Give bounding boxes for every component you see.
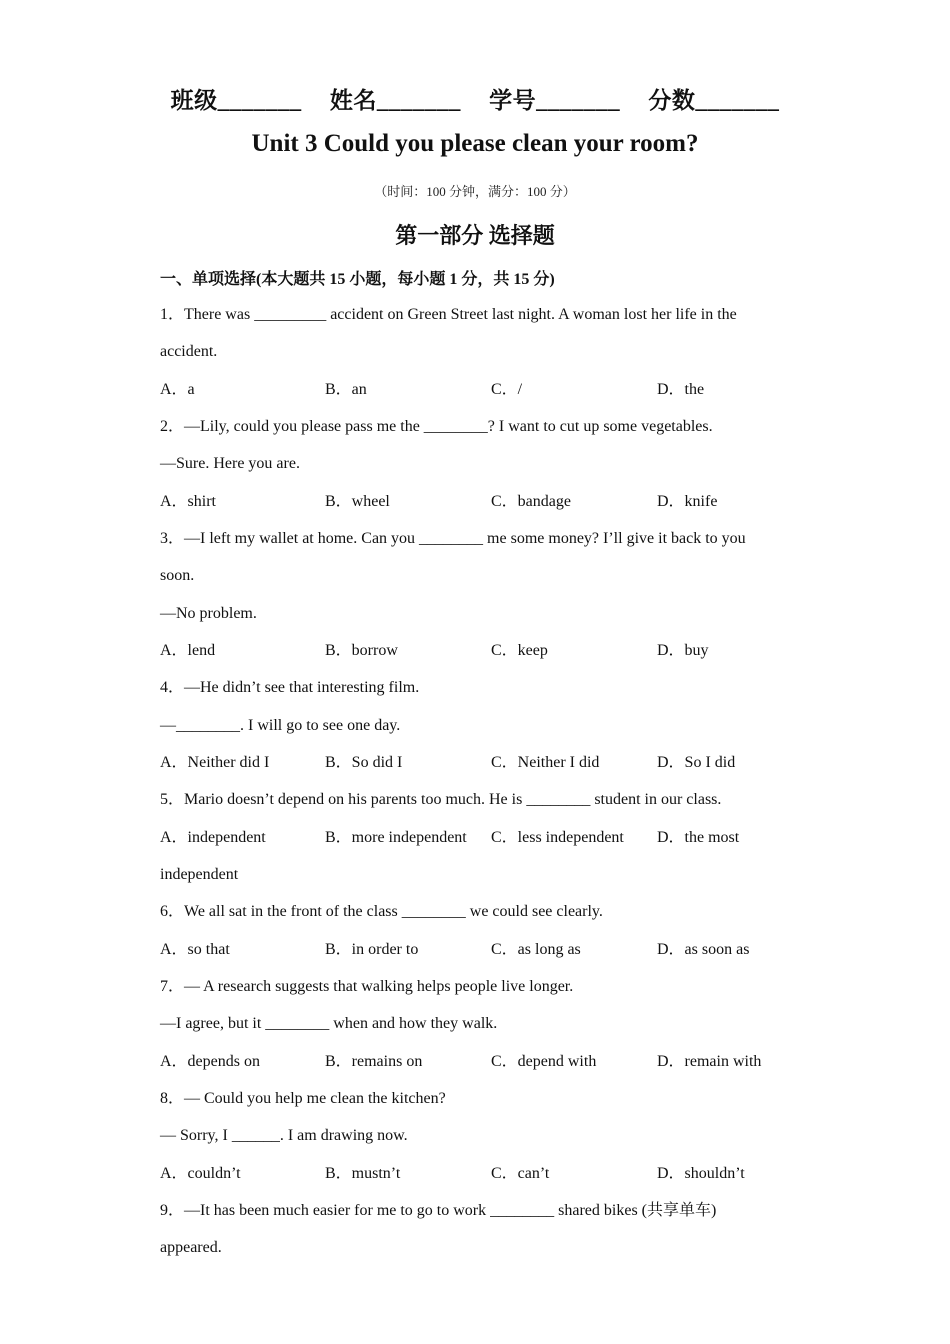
question-2-option-a[interactable]: A．shirt xyxy=(160,493,217,510)
question-9-line-1: 9．—It has been much easier for me to go to work ________ shared bikes (共享单车) xyxy=(160,1202,717,1219)
question-1-option-b[interactable]: B．an xyxy=(325,381,367,398)
question-2-line-2: —Sure. Here you are. xyxy=(160,455,300,472)
question-8-option-c[interactable]: C．can’t xyxy=(491,1165,550,1182)
question-4-option-d[interactable]: D．So I did xyxy=(657,754,736,771)
question-3-option-b[interactable]: B．borrow xyxy=(325,642,398,659)
question-3-option-a[interactable]: A．lend xyxy=(160,642,216,659)
question-7-option-b[interactable]: B．remains on xyxy=(325,1053,423,1070)
question-2-line-1: 2．—Lily, could you please pass me the ________? I want to cut up some vegetables. xyxy=(160,418,713,435)
question-5-option-d-continuation: independent xyxy=(160,866,239,883)
class-field: 班级_______ xyxy=(170,88,302,113)
question-6-line-1: 6．We all sat in the front of the class ________ we could see clearly. xyxy=(160,903,603,920)
question-8-line-2: — Sorry, I ______. I am drawing now. xyxy=(160,1127,408,1144)
question-6-option-d[interactable]: D．as soon as xyxy=(657,941,750,958)
question-4-option-c[interactable]: C．Neither I did xyxy=(491,754,600,771)
question-4-line-1: 4．—He didn’t see that interesting film. xyxy=(160,679,420,696)
question-8-option-a[interactable]: A．couldn’t xyxy=(160,1165,241,1182)
question-6-option-b[interactable]: B．in order to xyxy=(325,941,419,958)
question-3-option-c[interactable]: C．keep xyxy=(491,642,548,659)
question-5-option-a[interactable]: A．independent xyxy=(160,829,266,846)
question-7-option-a[interactable]: A．depends on xyxy=(160,1053,260,1070)
name-field: 姓名_______ xyxy=(329,88,461,113)
question-8-option-b[interactable]: B．mustn’t xyxy=(325,1165,401,1182)
question-3-option-d[interactable]: D．buy xyxy=(657,642,709,659)
question-1-option-d[interactable]: D．the xyxy=(657,381,705,398)
section-title: 一、单项选择(本大题共 15 小题，每小题 1 分，共 15 分) xyxy=(160,271,555,288)
student-info-header xyxy=(0,82,950,115)
question-2-option-b[interactable]: B．wheel xyxy=(325,493,390,510)
question-8-option-d[interactable]: D．shouldn’t xyxy=(657,1165,745,1182)
question-1-option-a[interactable]: A．a xyxy=(160,381,195,398)
question-5-line-1: 5．Mario doesn’t depend on his parents too much. He is ________ student in our class. xyxy=(160,791,722,808)
question-6-option-c[interactable]: C．as long as xyxy=(491,941,581,958)
question-8-line-1: 8．— Could you help me clean the kitchen? xyxy=(160,1090,446,1107)
student-number-field: 学号_______ xyxy=(489,88,621,113)
question-2-option-d[interactable]: D．knife xyxy=(657,493,718,510)
question-3-line-2: soon. xyxy=(160,567,195,584)
question-4-line-2: —________. I will go to see one day. xyxy=(160,717,401,734)
score-field: 分数_______ xyxy=(648,88,780,113)
question-7-option-c[interactable]: C．depend with xyxy=(491,1053,597,1070)
question-5-option-c[interactable]: C．less independent xyxy=(491,829,624,846)
question-3-line-1: 3．—I left my wallet at home. Can you ________ me some money? I’ll give it back to you xyxy=(160,530,746,547)
question-5-option-b[interactable]: B．more independent xyxy=(325,829,467,846)
question-1-option-c[interactable]: C．/ xyxy=(491,381,523,398)
question-4-option-b[interactable]: B．So did I xyxy=(325,754,403,771)
question-9-line-2: appeared. xyxy=(160,1239,222,1256)
question-4-option-a[interactable]: A．Neither did I xyxy=(160,754,270,771)
question-5-option-d[interactable]: D．the most xyxy=(657,829,740,846)
question-7-line-2: —I agree, but it ________ when and how they walk. xyxy=(160,1015,498,1032)
question-6-option-a[interactable]: A．so that xyxy=(160,941,230,958)
part-title: 第一部分 选择题 xyxy=(395,223,555,248)
question-7-option-d[interactable]: D．remain with xyxy=(657,1053,762,1070)
question-1-line-1: 1．There was _________ accident on Green Street last night. A woman lost her life in the xyxy=(160,306,737,323)
question-7-line-1: 7．— A research suggests that walking helps people live longer. xyxy=(160,978,574,995)
time-and-score-note: （时间：100 分钟，满分：100 分） xyxy=(374,184,576,199)
unit-title: Unit 3 Could you please clean your room? xyxy=(251,130,699,157)
question-1-line-2: accident. xyxy=(160,343,218,360)
question-3-line-3: —No problem. xyxy=(160,605,257,622)
question-2-option-c[interactable]: C．bandage xyxy=(491,493,571,510)
